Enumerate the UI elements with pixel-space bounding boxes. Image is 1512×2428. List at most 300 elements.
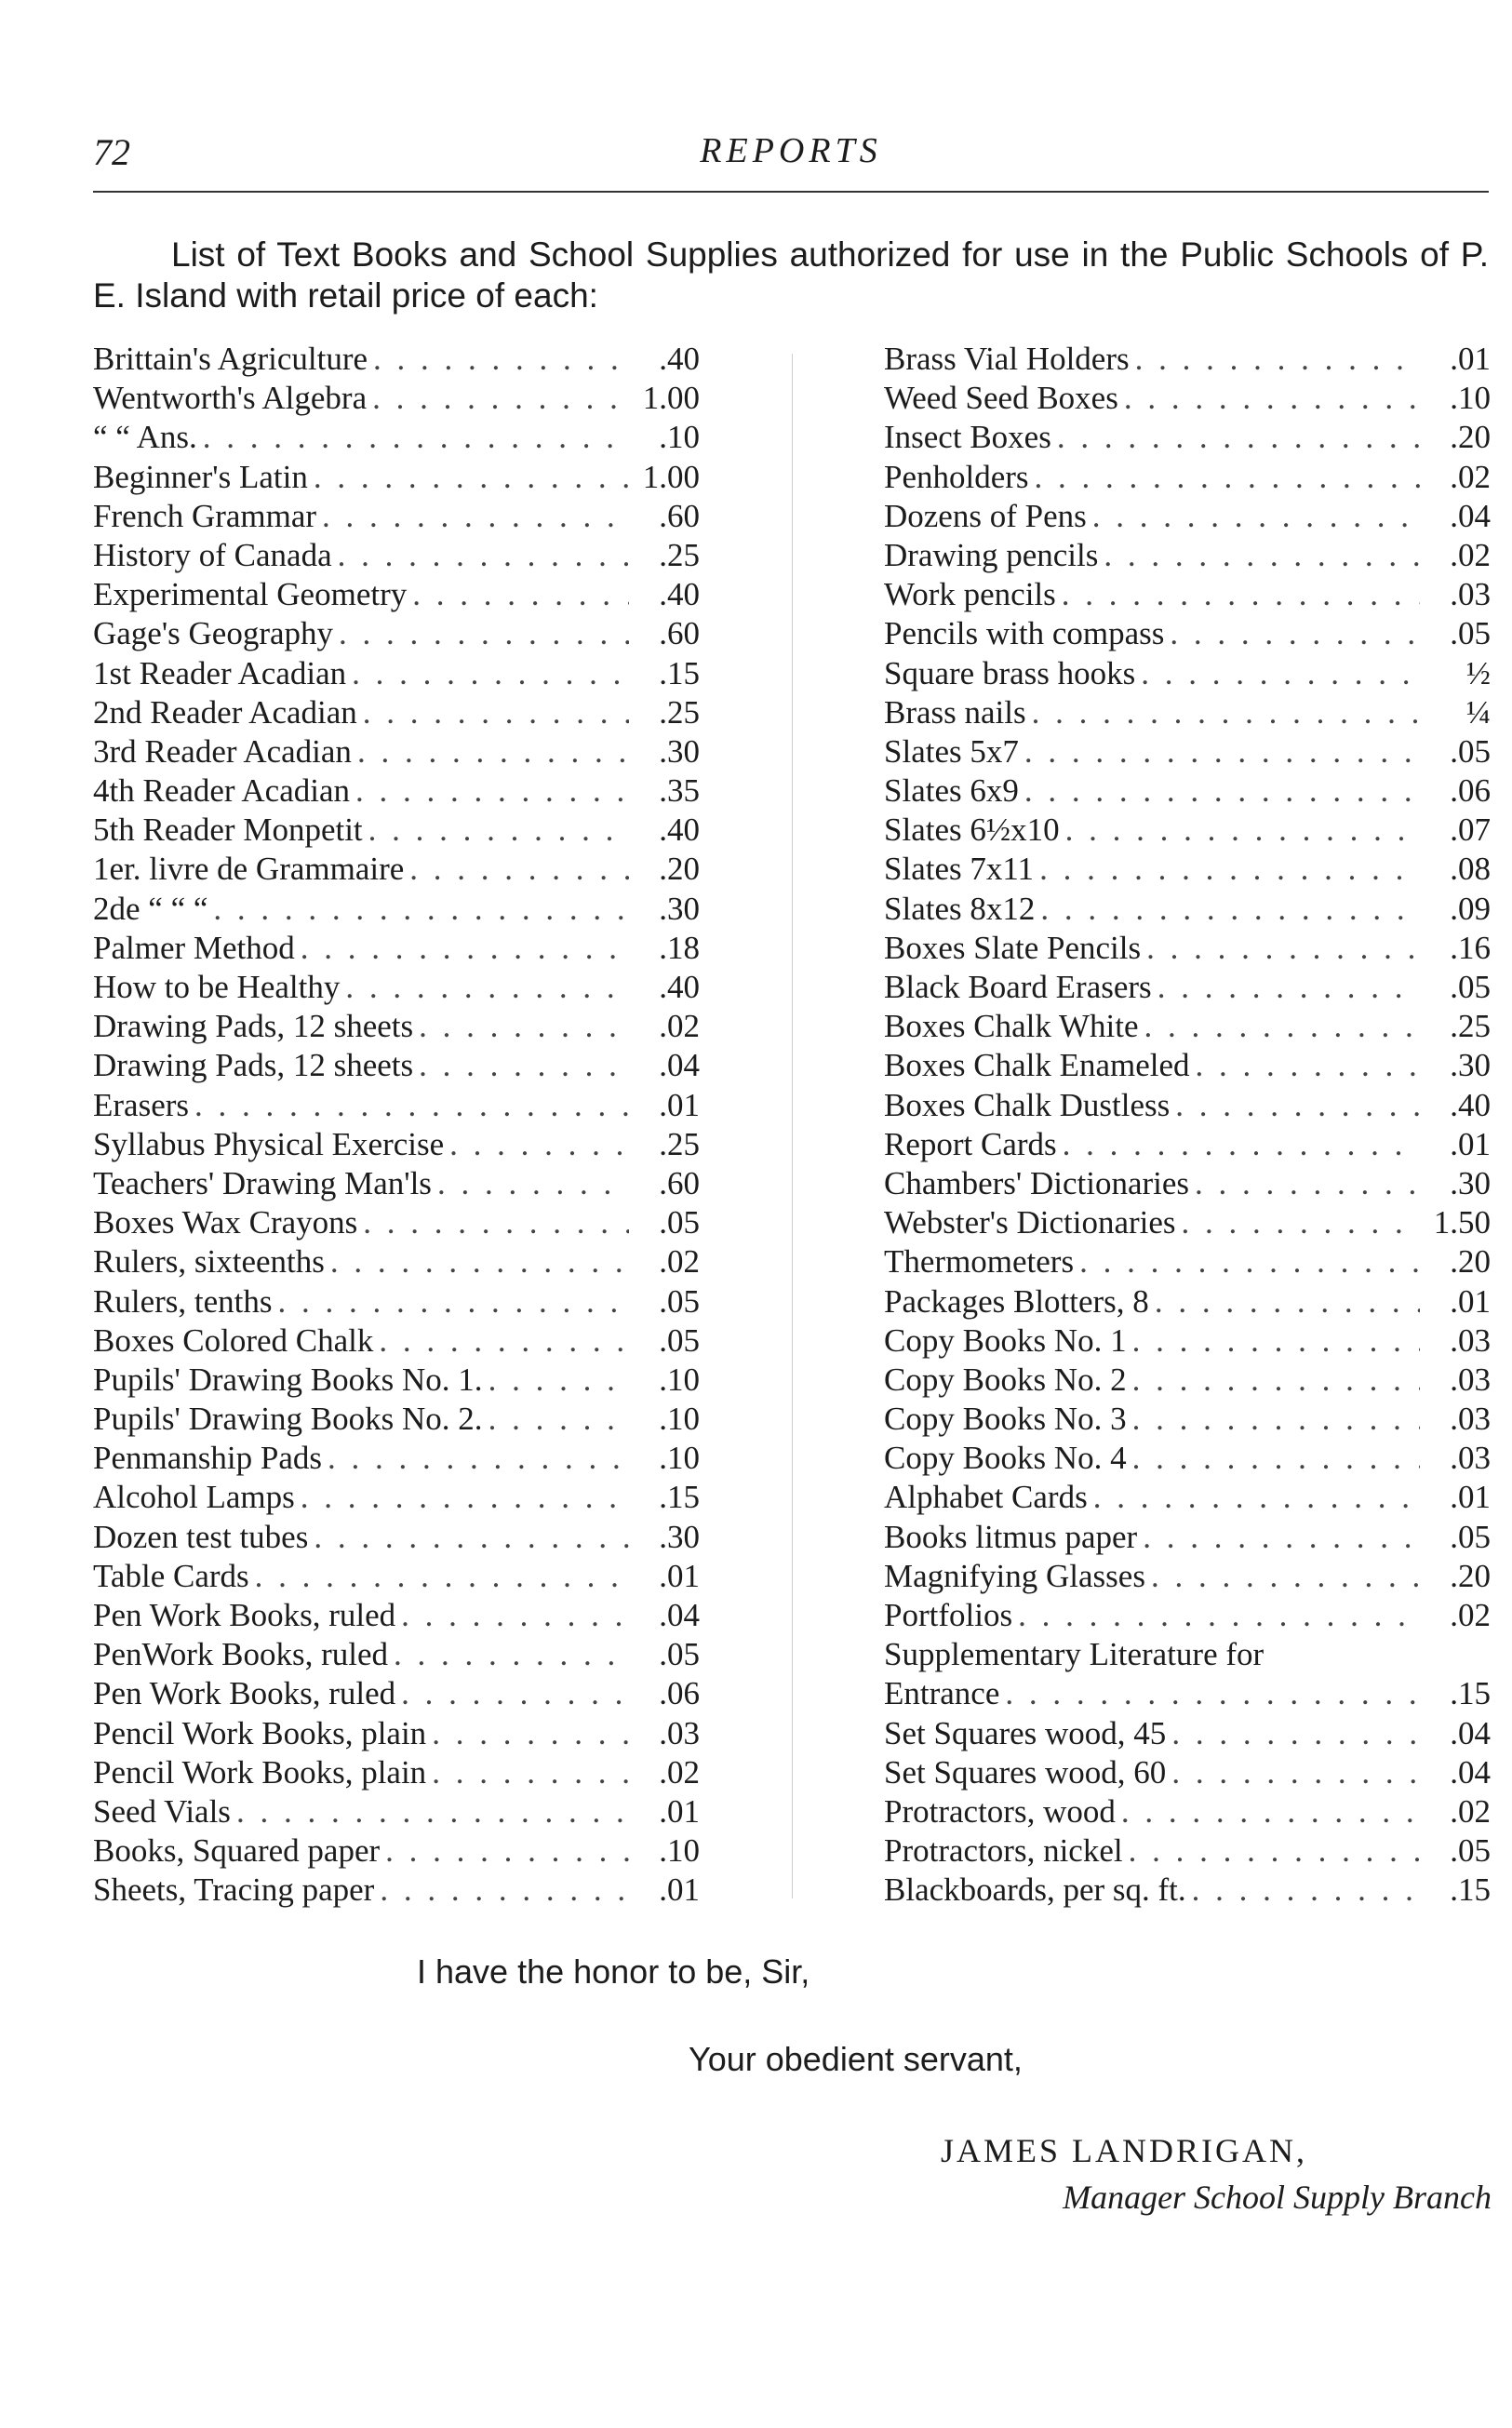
dot-leader <box>339 615 629 652</box>
closing-servant-line: Your obedient servant, <box>689 2040 1023 2078</box>
price-list-row <box>93 1362 700 1401</box>
item-name: Sheets, Tracing paper <box>93 1871 375 1909</box>
intro-paragraph: List of Text Books and School Supplies authorized for use in the Public Schools of P. E. Island with retail price of each: <box>93 235 1489 315</box>
price-list-row <box>93 772 700 812</box>
price-list-row <box>93 733 700 772</box>
item-price: .02 <box>1450 536 1491 573</box>
item-price: .01 <box>1450 341 1491 377</box>
item-price: .01 <box>1450 1282 1491 1320</box>
item-name: 3rd Reader Acadian <box>93 732 352 770</box>
item-price: .07 <box>1450 812 1491 849</box>
price-list-row <box>93 1165 700 1204</box>
dot-leader <box>345 969 629 1006</box>
dot-leader <box>1018 1597 1420 1634</box>
item-name: History of Canada <box>93 536 332 573</box>
item-name: Rulers, sixteenths <box>93 1243 325 1281</box>
item-name: 2nd Reader Acadian <box>93 693 357 731</box>
item-price: .04 <box>1450 497 1491 534</box>
dot-leader <box>330 1243 629 1281</box>
item-price: .05 <box>1450 969 1491 1005</box>
dot-leader <box>1151 1558 1420 1595</box>
item-price: .02 <box>1450 1597 1491 1633</box>
price-list-row <box>884 733 1491 772</box>
item-name: Slates 8x12 <box>884 890 1036 927</box>
price-list-row <box>93 1754 700 1793</box>
price-list-row <box>884 1754 1491 1793</box>
item-name: Boxes Colored Chalk <box>93 1321 374 1359</box>
price-list-row <box>884 969 1491 1008</box>
item-price: .10 <box>659 1832 700 1870</box>
item-name: Boxes Chalk White <box>884 1008 1139 1045</box>
item-price: .30 <box>659 1518 700 1555</box>
dot-leader <box>236 1793 629 1831</box>
item-name: Drawing pencils <box>884 536 1099 573</box>
dot-leader <box>380 1871 629 1909</box>
closing-honor-line: I have the honor to be, Sir, <box>417 1952 810 1991</box>
item-price: .20 <box>1450 1243 1491 1281</box>
price-list-row <box>93 576 700 615</box>
price-list-row <box>884 459 1491 498</box>
item-name: Syllabus Physical Exercise <box>93 1125 445 1162</box>
price-list-row <box>93 1675 700 1714</box>
price-list-row <box>93 459 700 498</box>
item-name: Brass Vial Holders <box>884 341 1130 377</box>
item-name: Slates 5x7 <box>884 732 1019 770</box>
item-name: Seed Vials <box>93 1792 231 1830</box>
price-list-row <box>93 1126 700 1165</box>
item-price: .60 <box>659 497 700 534</box>
item-name: “ “ Ans. <box>93 419 197 456</box>
item-price: .03 <box>1450 1401 1491 1438</box>
item-name: Drawing Pads, 12 sheets <box>93 1008 414 1045</box>
dot-leader <box>372 380 629 417</box>
price-list-row <box>884 1362 1491 1401</box>
item-name: Books, Squared paper <box>93 1832 381 1870</box>
dot-leader <box>1039 851 1420 888</box>
price-list-row <box>884 891 1491 930</box>
price-list-row <box>93 851 700 890</box>
dot-leader <box>1024 772 1420 810</box>
dot-leader <box>1135 341 1420 378</box>
dot-leader <box>1092 498 1420 535</box>
dot-leader <box>1141 655 1420 692</box>
price-list-row <box>93 1087 700 1126</box>
column-divider <box>792 354 793 1898</box>
dot-leader <box>352 655 629 692</box>
item-name: Boxes Chalk Enameled <box>884 1047 1190 1084</box>
item-price: .25 <box>659 693 700 731</box>
item-name: Chambers' Dictionaries <box>884 1164 1190 1201</box>
item-name: Erasers <box>93 1086 190 1123</box>
dot-leader <box>322 498 629 535</box>
item-price: .10 <box>659 1440 700 1477</box>
price-list-row <box>884 1087 1491 1126</box>
item-price: .30 <box>659 890 700 927</box>
item-name: Insect Boxes <box>884 419 1051 456</box>
dot-leader <box>373 341 629 378</box>
item-name: Square brass hooks <box>884 654 1136 691</box>
dot-leader <box>1124 380 1420 417</box>
dot-leader <box>401 1597 629 1634</box>
item-price: .40 <box>1450 1086 1491 1123</box>
item-price: .09 <box>1450 890 1491 927</box>
header-rule <box>93 191 1489 193</box>
item-name: Brass nails <box>884 693 1026 731</box>
dot-leader <box>363 1204 629 1241</box>
price-list-row <box>884 1008 1491 1047</box>
item-name: Beginner's Latin <box>93 458 308 495</box>
dot-leader <box>203 419 629 456</box>
item-price: .35 <box>659 772 700 810</box>
item-name: Boxes Slate Pencils <box>884 929 1142 966</box>
dot-leader <box>488 1362 629 1399</box>
item-price: .05 <box>659 1636 700 1673</box>
item-name: Alcohol Lamps <box>93 1479 295 1516</box>
item-name: Pencil Work Books, plain <box>93 1753 427 1791</box>
item-price: .03 <box>1450 1440 1491 1477</box>
item-price: .01 <box>659 1086 700 1123</box>
item-name: Alphabet Cards <box>884 1479 1088 1516</box>
item-name: Penholders <box>884 458 1029 495</box>
dot-leader <box>409 851 629 888</box>
item-price: 1.00 <box>642 458 700 495</box>
dot-leader <box>412 576 629 613</box>
price-list-row <box>93 615 700 654</box>
dot-leader <box>1121 1793 1420 1831</box>
item-price: .03 <box>1450 1321 1491 1359</box>
item-price: .01 <box>1450 1479 1491 1516</box>
item-price: .20 <box>1450 1557 1491 1594</box>
item-name: Copy Books No. 2 <box>884 1361 1127 1398</box>
price-list-row <box>93 1597 700 1636</box>
dot-leader <box>314 459 629 496</box>
price-list-row <box>93 969 700 1008</box>
item-price: 1.00 <box>642 380 700 417</box>
price-list-row <box>884 576 1491 615</box>
item-price: .16 <box>1450 929 1491 966</box>
item-price: .01 <box>1450 1125 1491 1162</box>
dot-leader <box>437 1165 629 1202</box>
item-name: Pencils with compass <box>884 615 1165 652</box>
dot-leader <box>1104 537 1420 574</box>
item-price: .30 <box>1450 1164 1491 1201</box>
price-list-right-column <box>884 341 1491 1912</box>
item-name: Weed Seed Boxes <box>884 380 1118 417</box>
item-price: .40 <box>659 812 700 849</box>
dot-leader <box>1143 1519 1420 1556</box>
price-list-row <box>93 930 700 969</box>
item-name: 4th Reader Acadian <box>93 772 351 810</box>
dot-leader <box>1032 694 1420 731</box>
dot-leader <box>1144 1008 1421 1045</box>
price-list-row <box>93 1243 700 1282</box>
item-name: Work pencils <box>884 576 1056 613</box>
dot-leader <box>1040 891 1420 928</box>
item-price: .02 <box>1450 1792 1491 1830</box>
dot-leader <box>1195 1165 1420 1202</box>
item-name: 5th Reader Monpetit <box>93 812 363 849</box>
dot-leader <box>394 1636 629 1673</box>
item-price: .05 <box>659 1282 700 1320</box>
price-list-row <box>884 772 1491 812</box>
dot-leader <box>1170 615 1420 652</box>
item-name: Drawing Pads, 12 sheets <box>93 1047 414 1084</box>
price-list-row <box>93 1832 700 1871</box>
price-list-row <box>884 812 1491 851</box>
item-price: .15 <box>1450 1871 1491 1909</box>
dot-leader <box>1157 969 1420 1006</box>
item-name: Brittain's Agriculture <box>93 341 368 377</box>
price-list-row <box>884 1479 1491 1518</box>
item-price: .01 <box>659 1792 700 1830</box>
dot-leader <box>355 772 629 810</box>
item-price: .15 <box>659 1479 700 1516</box>
price-list-row <box>93 1636 700 1675</box>
dot-leader <box>338 537 629 574</box>
price-list-row <box>884 498 1491 537</box>
dot-leader <box>301 930 629 967</box>
item-name: Black Board Erasers <box>884 969 1152 1005</box>
price-list-row <box>93 537 700 576</box>
price-list-row <box>93 655 700 694</box>
item-name: Copy Books No. 3 <box>884 1401 1127 1438</box>
item-price: 1.50 <box>1433 1204 1491 1241</box>
dot-leader <box>1155 1283 1420 1321</box>
dot-leader <box>213 891 629 928</box>
price-list-row <box>93 812 700 851</box>
price-list-row <box>884 1283 1491 1322</box>
item-price: .01 <box>659 1871 700 1909</box>
item-name: Books litmus paper <box>884 1518 1138 1555</box>
dot-leader <box>1146 930 1420 967</box>
item-price: .30 <box>659 732 700 770</box>
item-price: .25 <box>1450 1008 1491 1045</box>
dot-leader <box>488 1401 629 1438</box>
price-list-row <box>93 1440 700 1479</box>
item-name: French Grammar <box>93 497 317 534</box>
item-price: .30 <box>1450 1047 1491 1084</box>
item-price: .10 <box>659 1401 700 1438</box>
price-list-row <box>884 1675 1491 1714</box>
item-price: .25 <box>659 1125 700 1162</box>
item-name: Rulers, tenths <box>93 1282 273 1320</box>
price-list-row <box>884 930 1491 969</box>
item-name: How to be Healthy <box>93 969 341 1005</box>
dot-leader <box>1196 1047 1420 1084</box>
item-price: .02 <box>1450 458 1491 495</box>
item-price: .10 <box>659 1361 700 1398</box>
item-name: Table Cards <box>93 1557 249 1594</box>
price-list-row <box>93 1558 700 1597</box>
dot-leader <box>1024 733 1420 771</box>
item-price: .18 <box>659 929 700 966</box>
dot-leader <box>1057 419 1420 456</box>
item-price: .02 <box>659 1243 700 1281</box>
item-name: Supplementary Literature for <box>884 1636 1264 1673</box>
item-name: Pupils' Drawing Books No. 2. <box>93 1401 483 1438</box>
price-list-row <box>93 1204 700 1243</box>
dot-leader <box>419 1047 629 1084</box>
dot-leader <box>1035 459 1420 496</box>
item-price: .04 <box>1450 1714 1491 1751</box>
price-list-row <box>884 1401 1491 1440</box>
signature-title: Manager School Supply Branch <box>1063 2179 1492 2216</box>
item-price: .25 <box>659 536 700 573</box>
dot-leader <box>432 1754 629 1791</box>
dot-leader <box>1132 1362 1420 1399</box>
item-price: .05 <box>1450 1832 1491 1870</box>
dot-leader <box>1175 1087 1420 1124</box>
price-list-row <box>884 1204 1491 1243</box>
item-name: Wentworth's Algebra <box>93 380 368 417</box>
price-list-row <box>884 380 1491 419</box>
dot-leader <box>1065 812 1420 849</box>
dot-leader <box>363 694 629 731</box>
price-list-row <box>884 1165 1491 1204</box>
price-list-row <box>884 537 1491 576</box>
item-price: .10 <box>659 419 700 456</box>
price-list-row <box>93 1479 700 1518</box>
item-price: .08 <box>1450 851 1491 888</box>
price-list-row <box>93 1008 700 1047</box>
item-price: .03 <box>1450 1361 1491 1398</box>
item-price: .04 <box>659 1047 700 1084</box>
item-price: .40 <box>659 576 700 613</box>
price-list-row <box>93 498 700 537</box>
price-list-row <box>93 1793 700 1832</box>
price-list-row <box>884 694 1491 733</box>
dot-leader <box>1063 1126 1420 1163</box>
item-name: Boxes Wax Crayons <box>93 1204 358 1241</box>
item-name: Pen Work Books, ruled <box>93 1597 396 1633</box>
price-list-row <box>884 615 1491 654</box>
dot-leader <box>1005 1675 1420 1712</box>
item-price: .15 <box>659 654 700 691</box>
item-name: Slates 6x9 <box>884 772 1019 810</box>
dot-leader <box>277 1283 629 1321</box>
item-price: ½ <box>1465 654 1491 691</box>
dot-leader <box>379 1322 629 1360</box>
dot-leader <box>1093 1479 1420 1516</box>
price-list-row <box>884 341 1491 380</box>
price-list-row <box>93 419 700 458</box>
item-price: .05 <box>1450 1518 1491 1555</box>
item-price: .05 <box>1450 615 1491 652</box>
price-list-row <box>884 1793 1491 1832</box>
dot-leader <box>1079 1243 1420 1281</box>
dot-leader <box>449 1126 629 1163</box>
item-name: Experimental Geometry <box>93 576 408 613</box>
dot-leader <box>419 1008 629 1045</box>
item-price: .40 <box>659 341 700 377</box>
item-price: .04 <box>1450 1753 1491 1791</box>
item-name: Copy Books No. 1 <box>884 1321 1127 1359</box>
item-name: Palmer Method <box>93 929 295 966</box>
item-name: Dozen test tubes <box>93 1518 309 1555</box>
item-price: .40 <box>659 969 700 1005</box>
item-name: Webster's Dictionaries <box>884 1204 1176 1241</box>
price-list-row <box>884 851 1491 890</box>
price-list-row <box>884 1126 1491 1165</box>
dot-leader <box>328 1440 629 1477</box>
price-list-left-column <box>93 341 700 1912</box>
signature-name: JAMES LANDRIGAN, <box>940 2132 1307 2169</box>
item-name: Teachers' Drawing Man'ls <box>93 1164 432 1201</box>
item-price: .05 <box>659 1321 700 1359</box>
price-list-row <box>884 1243 1491 1282</box>
price-list-row <box>93 1322 700 1362</box>
price-list-row <box>884 1519 1491 1558</box>
item-name: Copy Books No. 4 <box>884 1440 1127 1477</box>
dot-leader <box>194 1087 629 1124</box>
item-price: .05 <box>659 1204 700 1241</box>
price-list-row <box>884 419 1491 458</box>
item-price: .04 <box>659 1597 700 1633</box>
dot-leader <box>1171 1715 1420 1752</box>
item-price: .20 <box>659 851 700 888</box>
dot-leader <box>1192 1871 1420 1909</box>
dot-leader <box>301 1479 629 1516</box>
item-name: Boxes Chalk Dustless <box>884 1086 1171 1123</box>
item-name: Packages Blotters, 8 <box>884 1282 1149 1320</box>
dot-leader <box>1182 1204 1420 1241</box>
page-header <box>93 130 1489 186</box>
item-name: Portfolios <box>884 1597 1013 1633</box>
item-name: Blackboards, per sq. ft. <box>884 1871 1186 1909</box>
item-name: Gage's Geography <box>93 615 334 652</box>
item-name: Thermometers <box>884 1243 1075 1281</box>
item-price: .02 <box>659 1753 700 1791</box>
item-name: Pen Work Books, ruled <box>93 1675 396 1712</box>
price-list-row <box>93 1519 700 1558</box>
item-name: Pencil Work Books, plain <box>93 1714 427 1751</box>
item-name: 1er. livre de Grammaire <box>93 851 405 888</box>
item-name: PenWork Books, ruled <box>93 1636 389 1673</box>
item-price: .60 <box>659 615 700 652</box>
item-price: .06 <box>659 1675 700 1712</box>
price-list-row <box>93 1871 700 1911</box>
item-name: Slates 6½x10 <box>884 812 1060 849</box>
dot-leader <box>255 1558 629 1595</box>
item-price: .60 <box>659 1164 700 1201</box>
price-list-row <box>93 1401 700 1440</box>
item-name: Slates 7x11 <box>884 851 1035 888</box>
item-name: Dozens of Pens <box>884 497 1087 534</box>
price-list-row <box>93 891 700 930</box>
dot-leader <box>314 1519 629 1556</box>
item-name: Magnifying Glasses <box>884 1557 1145 1594</box>
dot-leader <box>401 1675 629 1712</box>
item-name: Set Squares wood, 45 <box>884 1714 1167 1751</box>
price-list-row <box>93 1715 700 1754</box>
page-number: 72 <box>93 131 130 173</box>
dot-leader <box>1171 1754 1420 1791</box>
dot-leader <box>368 812 629 849</box>
item-name: Set Squares wood, 60 <box>884 1753 1167 1791</box>
price-list-row <box>884 1440 1491 1479</box>
price-list-row <box>93 380 700 419</box>
price-list-row <box>884 1047 1491 1086</box>
price-list-row <box>884 655 1491 694</box>
price-list-row <box>884 1597 1491 1636</box>
item-price: .10 <box>1450 380 1491 417</box>
item-price: .03 <box>1450 576 1491 613</box>
price-list-row <box>884 1636 1491 1675</box>
item-price: ¼ <box>1465 693 1491 731</box>
item-price: .06 <box>1450 772 1491 810</box>
price-list-row <box>884 1871 1491 1911</box>
dot-leader <box>1132 1440 1420 1477</box>
